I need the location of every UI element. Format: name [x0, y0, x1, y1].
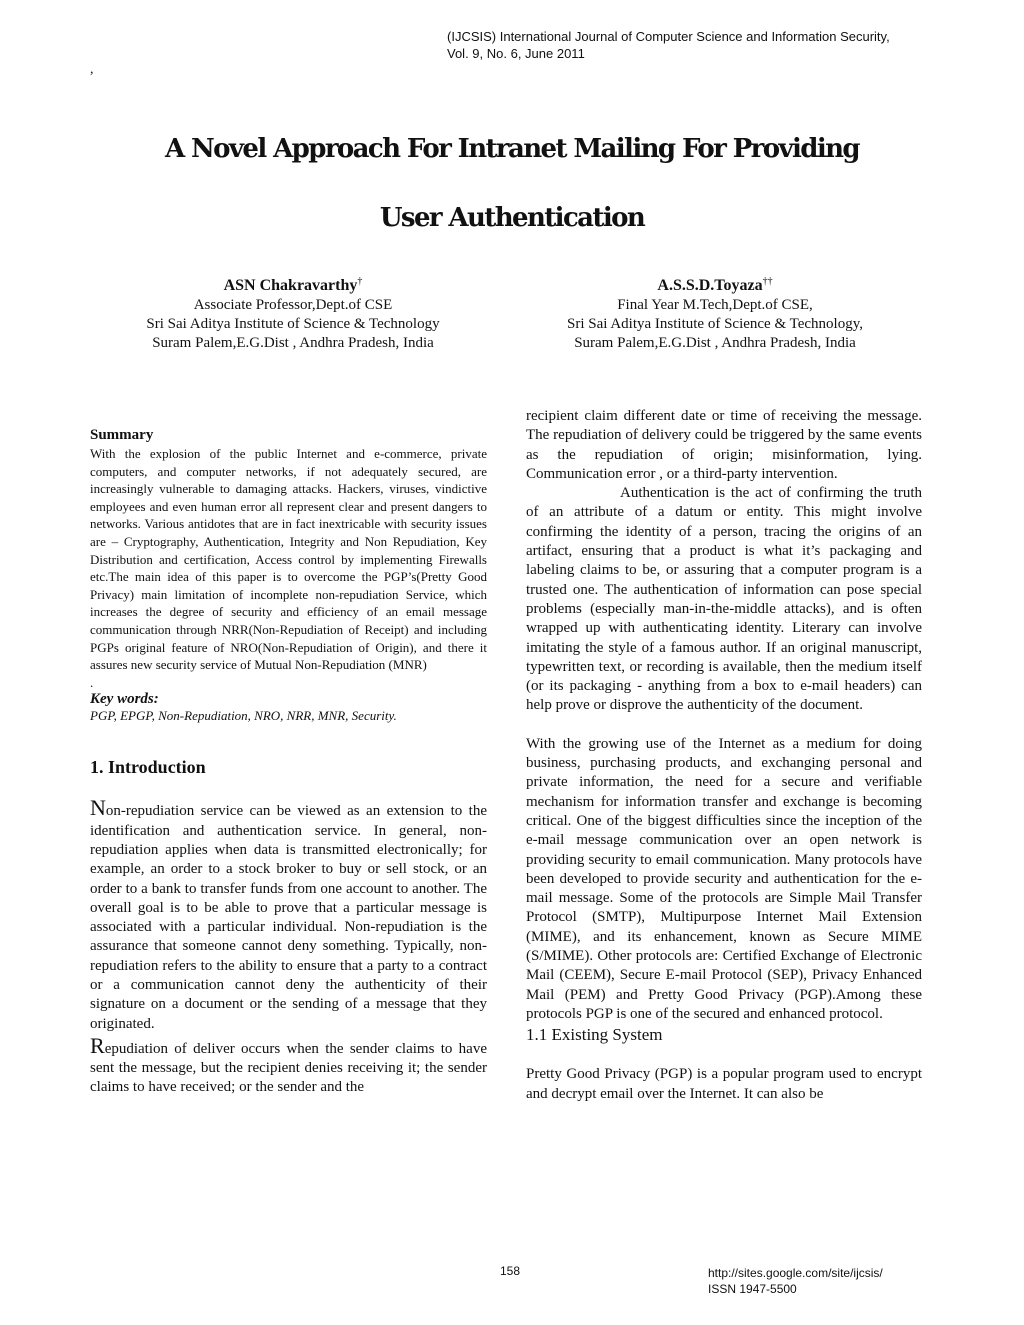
- paper-title-line1: A Novel Approach For Intranet Mailing For Providing: [164, 134, 859, 164]
- author-mark: †: [357, 276, 363, 287]
- intro-paragraph-1-text: on-repudiation service can be viewed as an extension to the identification and authentication service. In general, non-repudiation applies when data is transmitted electronically; for example, an order to a stock broker to buy or sell stock, or an order to a bank to transfer funds from one account to another. The overall goal is to be able to prove that a particular message is associated with a particular individual. Non-repudiation is the assurance that someone cannot deny something. Typically, non-repudiation refers to the ability to ensure that a party to a contract or a communication cannot deny the authenticity of their signature on a document or the sending of a message that they originated.: [90, 803, 487, 1032]
- intro-paragraph-1: [90, 795, 487, 1034]
- author-affiliation-line: Sri Sai Aditya Institute of Science & Technology: [146, 316, 440, 332]
- footer-issn: ISSN 1947-5500: [708, 1282, 797, 1296]
- stray-mark: ,: [90, 62, 94, 77]
- keywords-text: PGP, EPGP, Non-Repudiation, NRO, NRR, MNR, Security.: [90, 708, 397, 724]
- journal-header: [447, 28, 890, 62]
- intro-paragraph-2-text: epudiation of deliver occurs when the sender claims to have sent the message, but the recipient denies receiving it; the sender claims to have received; or the sender and the: [90, 1040, 487, 1096]
- author-affiliation-line: Suram Palem,E.G.Dist , Andhra Pradesh, India: [574, 335, 856, 351]
- summary-heading: Summary: [90, 427, 154, 443]
- pgp-paragraph: Pretty Good Privacy (PGP) is a popular program used to encrypt and decrypt email over the Internet. It can also be: [526, 1066, 922, 1102]
- journal-header-line1: (IJCSIS) International Journal of Computer Science and Information Security,: [447, 29, 890, 44]
- drop-cap: N: [90, 795, 106, 821]
- author-affiliation-line: Sri Sai Aditya Institute of Science & Technology,: [567, 316, 863, 332]
- author-affiliation-line: Final Year M.Tech,Dept.of CSE,: [617, 297, 813, 313]
- author-affiliation-line: Suram Palem,E.G.Dist , Andhra Pradesh, India: [152, 335, 434, 351]
- continued-paragraph: recipient claim different date or time of receiving the message. The repudiation of delivery could be triggered by the same events as the repudiation of origin; misinformation, lying. Communication error , or a third-party intervention.: [526, 408, 922, 482]
- summary-trailing-dot: .: [90, 674, 94, 690]
- intro-paragraph-2: [90, 1032, 487, 1098]
- introduction-heading: 1. Introduction: [90, 757, 206, 778]
- footer-url: http://sites.google.com/site/ijcsis/: [708, 1266, 883, 1280]
- paper-title-line2: User Authentication: [379, 203, 645, 233]
- keywords-heading: Key words:: [90, 691, 159, 708]
- left-column: [90, 427, 487, 1098]
- author-block-2: [515, 272, 915, 353]
- summary-text: With the explosion of the public Internet and e-commerce, private computers, and computer networks, if not adequately secured, are increasingly vulnerable to damaging attacks. Hackers, viruses, vindictive employees and even human error all represent clear and present dangers to networks. Various antidotes that are in fact inextricable with security issues are – Cryptography, Authentication, Integrity and Non Repudiation, Key Distribution and certification, Access control by implementing Firewalls etc.The main idea of this paper is to overcome the PGP’s(Pretty Good Privacy) main limitation of incomplete non-repudiation Service, which increases the degree of security and efficiency of an email message communication through NRR(Non-Repudiation of Receipt) and including PGPs original feature of NRO(Non-Repudiation of Origin), and there it assures new security service of Mutual Non-Repudiation (MNR): [90, 446, 487, 673]
- drop-cap: R: [90, 1032, 105, 1058]
- author-block-1: [93, 272, 493, 353]
- journal-header-line2: Vol. 9, No. 6, June 2011: [447, 46, 585, 61]
- growing-use-paragraph: With the growing use of the Internet as a medium for doing business, purchasing products, and exchanging personal and private information, the need for a secure and verifiable mechanism for information transfer and exchange is becoming critical. One of the biggest difficulties since the inception of the e-mail message communication over an open network is providing security to email communication. Many protocols have been developed to provide security and authentication for the e-mail message. Some of the protocols are Simple Mail Transfer Protocol (SMTP), Multipurpose Internet Mail Extension (MIME), and its enhancement, known as Secure MIME (S/MIME). Other protocols are: Certified Exchange of Electronic Mail (CEEM), Secure E-mail Protocol (SEP), Privacy Enhanced Mail (PEM) and Pretty Good Privacy (PGP).Among these protocols PGP is one of the secured and enhanced protocol.: [526, 735, 922, 1022]
- author-mark: ††: [762, 276, 773, 287]
- authentication-paragraph: Authentication is the act of confirming the truth of an attribute of a datum or entity. This might involve confirming the identity of a person, tracing the origins of an artifact, ensuring that a product is what it’s packaging and labeling claims to be, or assuring that a computer program is a trusted one. The authentication of information can pose special problems (especially man-in-the-middle attacks), and is often wrapped up with authenticating identity. Literary can involve imitating the style of a famous author. If an original manuscript, typewritten text, or recording is available, then the medium itself (or its packaging - anything from a box to e-mail headers) can help prove or disprove the authenticity of the document.: [526, 485, 922, 714]
- author-name: A.S.S.D.Toyaza: [657, 277, 763, 294]
- right-column: [526, 407, 922, 1104]
- existing-system-heading: 1.1 Existing System: [526, 1025, 663, 1045]
- author-name: ASN Chakravarthy: [223, 277, 358, 294]
- author-affiliation-line: Associate Professor,Dept.of CSE: [193, 297, 393, 313]
- page-number: 158: [500, 1264, 521, 1278]
